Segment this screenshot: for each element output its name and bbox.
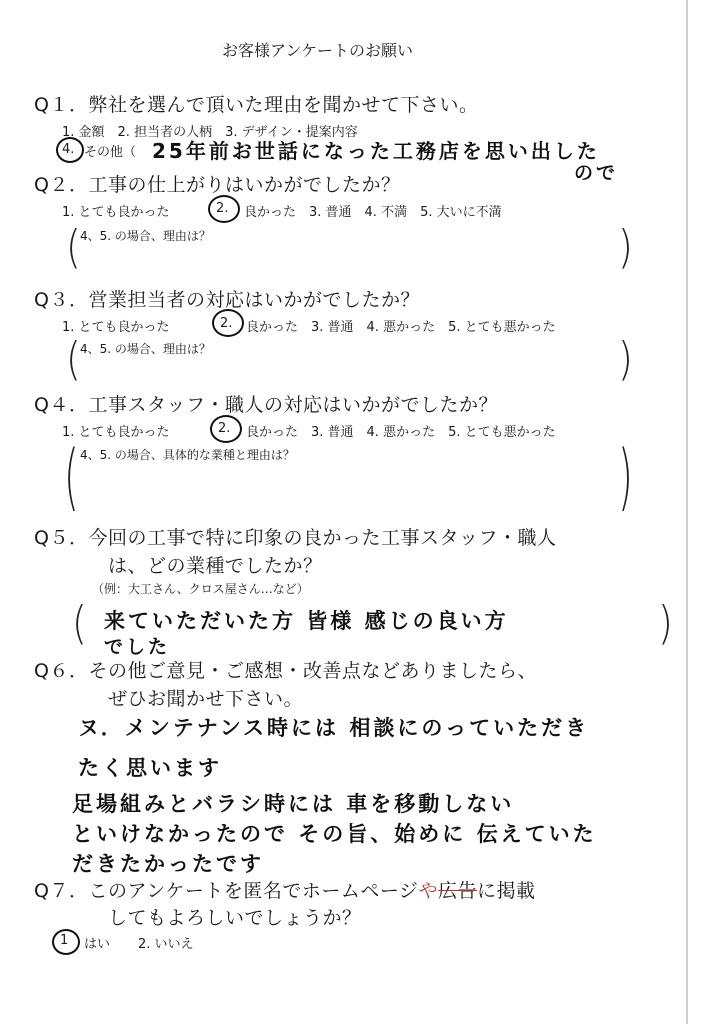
q7-label-prefix: Q７．このアンケートを匿名でホームページ: [34, 880, 419, 902]
q2-option-2: 2.: [216, 201, 229, 216]
q6-handwritten-line1: ヌ．メンテナンス時には 相談にのっていただき: [78, 716, 590, 740]
q3-label: Q３．営業担当者の対応はいかがでしたか？: [34, 289, 420, 311]
q7-label-ya: や: [418, 880, 438, 902]
q4-label: Q４．工事スタッフ・職人の対応はいかがでしたか？: [34, 394, 498, 416]
q3-close-paren: ): [618, 332, 633, 386]
q4-option-2: 2.: [218, 421, 231, 436]
q7-label-ad-struck: 広告: [437, 880, 477, 902]
q5-label-line2: は、どの業種でしたか？: [108, 555, 323, 577]
q7-label-line2: してもよろしいでしょうか？: [108, 907, 362, 929]
q6-label-line1: Q６．その他ご意見・ご感想・改善点などありましたら、: [34, 660, 537, 682]
q2-close-paren: ): [618, 220, 633, 274]
q5-handwritten-answer-cont: でした: [104, 636, 171, 658]
q7-option-1-number: 1: [60, 933, 69, 948]
q3-reason-label: 4、5. の場合、理由は？: [80, 342, 211, 356]
q1-label: Q１．弊社を選んで頂いた理由を聞かせて下さい。: [34, 94, 479, 116]
q3-open-paren: (: [66, 332, 81, 386]
q5-example: （例：大工さん、クロス屋さん…など）: [92, 582, 309, 596]
q4-option-1: 1. とても良かった: [62, 425, 170, 440]
q6-handwritten-line2: たく思います: [78, 756, 222, 780]
q1-other-number: 4.: [62, 142, 75, 157]
q2-reason-label: 4、5. の場合、理由は？: [80, 229, 211, 243]
q5-open-paren: (: [72, 596, 87, 650]
q7-option-2: 2. いいえ: [138, 937, 194, 952]
q7-label-suffix: に掲載: [476, 880, 536, 902]
form-title: お客様アンケートのお願い: [222, 41, 414, 60]
q2-option-1: 1. とても良かった: [62, 205, 170, 220]
q6-handwritten-line4: といけなかったので その旨、始めに 伝えていた: [72, 822, 597, 846]
q3-option-2: 2.: [220, 316, 233, 331]
q6-handwritten-line3: 足場組みとバラシ時には 車を移動しない: [72, 792, 515, 816]
q2-open-paren: (: [66, 220, 81, 274]
q1-handwritten-answer: 25年前お世話になった工務店を思い出した: [152, 139, 600, 163]
q3-options-rest: 良かった 3. 普通 4. 悪かった 5. とても悪かった: [246, 320, 556, 335]
q6-label-line2: ぜひお聞かせ下さい。: [108, 688, 304, 710]
scan-edge-line: [686, 0, 688, 1024]
q1-options: 1. 金額 2. 担当者の人柄 3. デザイン・提案内容: [62, 125, 358, 140]
q5-close-paren: ): [658, 596, 673, 650]
q2-options-rest: 良かった 3. 普通 4. 不満 5. 大いに不満: [244, 205, 502, 220]
q5-handwritten-answer: 来ていただいた方 皆様 感じの良い方: [104, 609, 509, 633]
q7-option-1-text: はい: [84, 937, 111, 952]
q4-close-paren: ): [618, 435, 633, 519]
q4-options-rest: 良かった 3. 普通 4. 悪かった 5. とても悪かった: [246, 425, 556, 440]
q4-open-paren: (: [64, 435, 79, 519]
q1-other-label: その他（: [84, 145, 137, 160]
q7-label-line1: [34, 876, 535, 903]
q1-handwritten-answer-cont: ので: [574, 162, 619, 184]
q3-option-1: 1. とても良かった: [62, 320, 170, 335]
q2-label: Q２．工事の仕上がりはいかがでしたか？: [34, 174, 401, 196]
q4-reason-label: 4、5. の場合、具体的な業種と理由は？: [80, 448, 295, 462]
q5-label-line1: Q５．今回の工事で特に印象の良かった工事スタッフ・職人: [34, 527, 557, 549]
q6-handwritten-line5: だきたかったです: [72, 852, 264, 876]
